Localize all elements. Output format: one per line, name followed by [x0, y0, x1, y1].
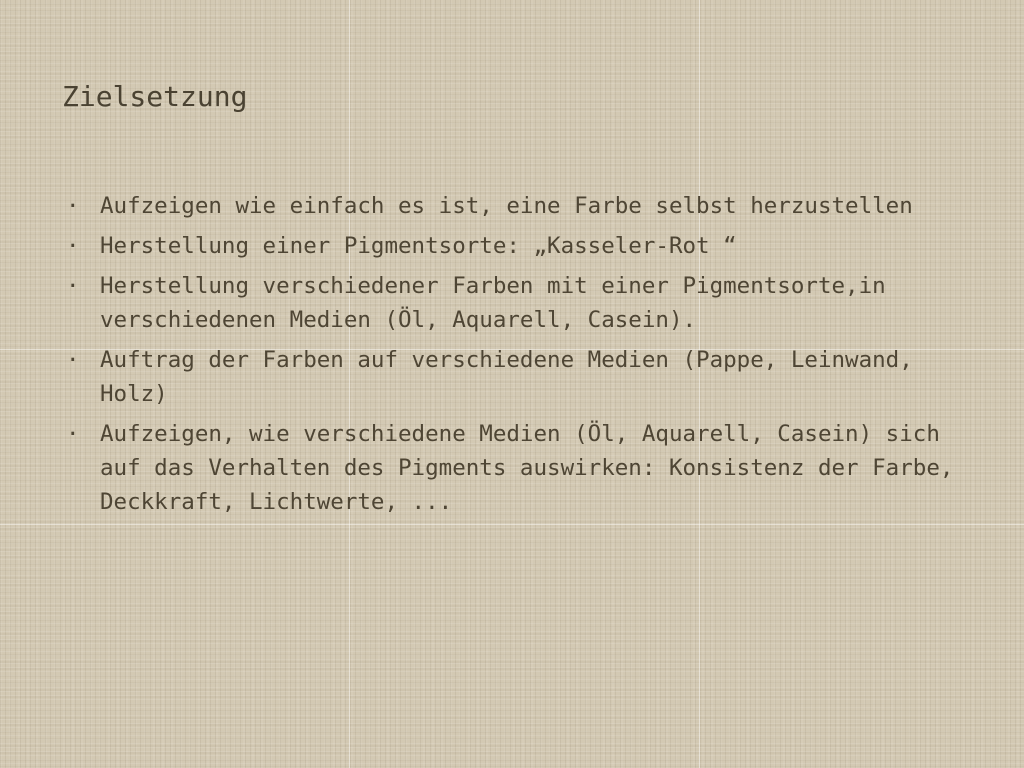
bullet-text: Auftrag der Farben auf verschiedene Medien (Pappe, Leinwand, Holz) [100, 347, 913, 407]
slide-title: Zielsetzung [62, 80, 248, 113]
list-item [62, 417, 972, 519]
bullet-marker: · [66, 193, 80, 219]
bullet-marker: · [66, 347, 80, 373]
bullet-marker: · [66, 421, 80, 447]
bullet-marker: · [66, 273, 80, 299]
list-item [62, 269, 972, 337]
list-item [62, 189, 972, 223]
bullet-text: Herstellung einer Pigmentsorte: „Kasseler-Rot “ [100, 233, 737, 259]
bullet-list [62, 189, 972, 525]
bullet-text: Herstellung verschiedener Farben mit einer Pigmentsorte,in verschiedenen Medien (Öl, Aquarell, Casein). [100, 273, 886, 333]
list-item [62, 229, 972, 263]
bullet-text: Aufzeigen wie einfach es ist, eine Farbe selbst herzustellen [100, 193, 913, 219]
list-item [62, 343, 972, 411]
bullet-marker: · [66, 233, 80, 259]
bullet-text: Aufzeigen, wie verschiedene Medien (Öl, Aquarell, Casein) sich auf das Verhalten des Pigments auswirken: Konsistenz der Farbe, Deckkraft, Lichtwerte, ... [100, 421, 954, 515]
